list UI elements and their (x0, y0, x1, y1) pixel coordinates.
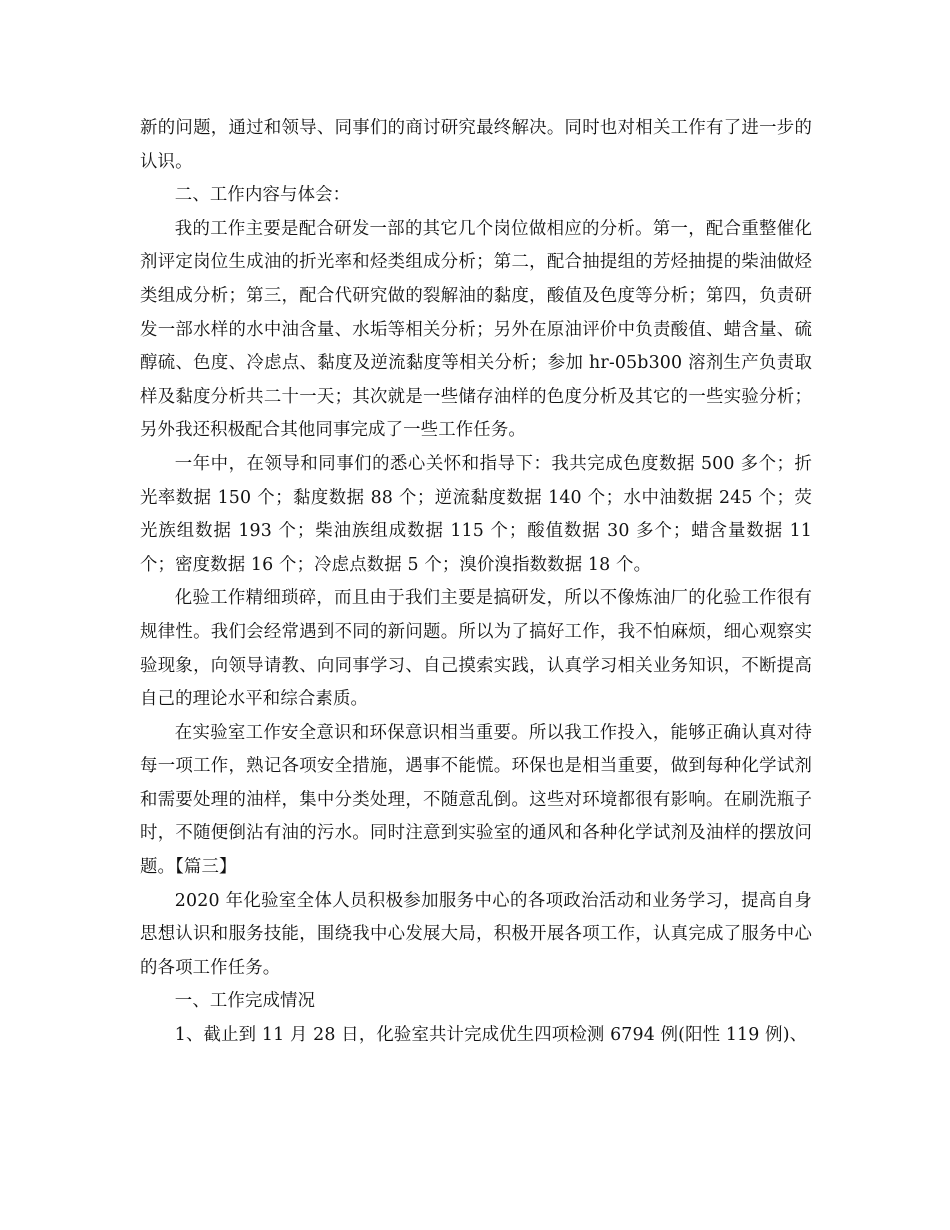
paragraph-data-counts: 一年中，在领导和同事们的悉心关怀和指导下：我共完成色度数据 500 多个；折光率数据 150 个；黏度数据 88 个；逆流黏度数据 140 个；水中油数据 245 个；荧光族组数据 193 个；柴油族组成数据 115 个；酸值数据 30 多个；蜡含量数据 11 个；密度数据 16 个；冷虑点数据 5 个；溴价溴指数数据 18 个。 (140, 453, 812, 575)
paragraph-continuation: 新的问题，通过和领导、同事们的商讨研究最终解决。同时也对相关工作有了进一步的认识。 (140, 118, 812, 172)
paragraph-work-duties: 我的工作主要是配合研发一部的其它几个岗位做相应的分析。第一，配合重整催化剂评定岗位生成油的折光率和烃类组成分析；第二，配合抽提组的芳烃抽提的柴油做烃类组成分析；第三，配合代研究做的裂解油的黏度，酸值及色度等分析；第四，负责研发一部水样的水中油含量、水垢等相关分析；另外在原油评价中负责酸值、蜡含量、硫醇硫、色度、冷虑点、黏度及逆流黏度等相关分析；参加 hr-05b300 溶剂生产负责取样及黏度分析共二十一天；其次就是一些储存油样的色度分析及其它的一些实验分析；另外我还积极配合其他同事完成了一些工作任务。 (140, 218, 812, 441)
paragraph-item-1: 1、截止到 11 月 28 日，化验室共计完成优生四项检测 6794 例(阳性 119 例)、 (174, 1025, 808, 1046)
section-heading-completion: 一、工作完成情况 (174, 991, 316, 1012)
section-heading-work-content: 二、工作内容与体会： (174, 185, 351, 206)
paragraph-safety: 在实验室工作安全意识和环保意识相当重要。所以我工作投入，能够正确认真对待每一项工作，熟记各项安全措施，遇事不能慌。环保也是相当重要，做到每种化学试剂和需要处理的油样，集中分类处理，不随意乱倒。这些对环境都很有影响。在刷洗瓶子时，不随便倒沾有油的污水。同时注意到实验室的通风和各种化学试剂及油样的摆放问题。【篇三】 (140, 722, 812, 878)
document-body (140, 112, 812, 1053)
paragraph-lab-work: 化验工作精细琐碎，而且由于我们主要是搞研发，所以不像炼油厂的化验工作很有规律性。我们会经常遇到不同的新问题。所以为了搞好工作，我不怕麻烦，细心观察实验现象，向领导请教、向同事学习、自己摸索实践，认真学习相关业务知识，不断提高自己的理论水平和综合素质。 (140, 588, 812, 710)
paragraph-2020-summary: 2020 年化验室全体人员积极参加服务中心的各项政治活动和业务学习，提高自身思想认识和服务技能，围绕我中心发展大局，积极开展各项工作，认真完成了服务中心的各项工作任务。 (140, 890, 812, 978)
